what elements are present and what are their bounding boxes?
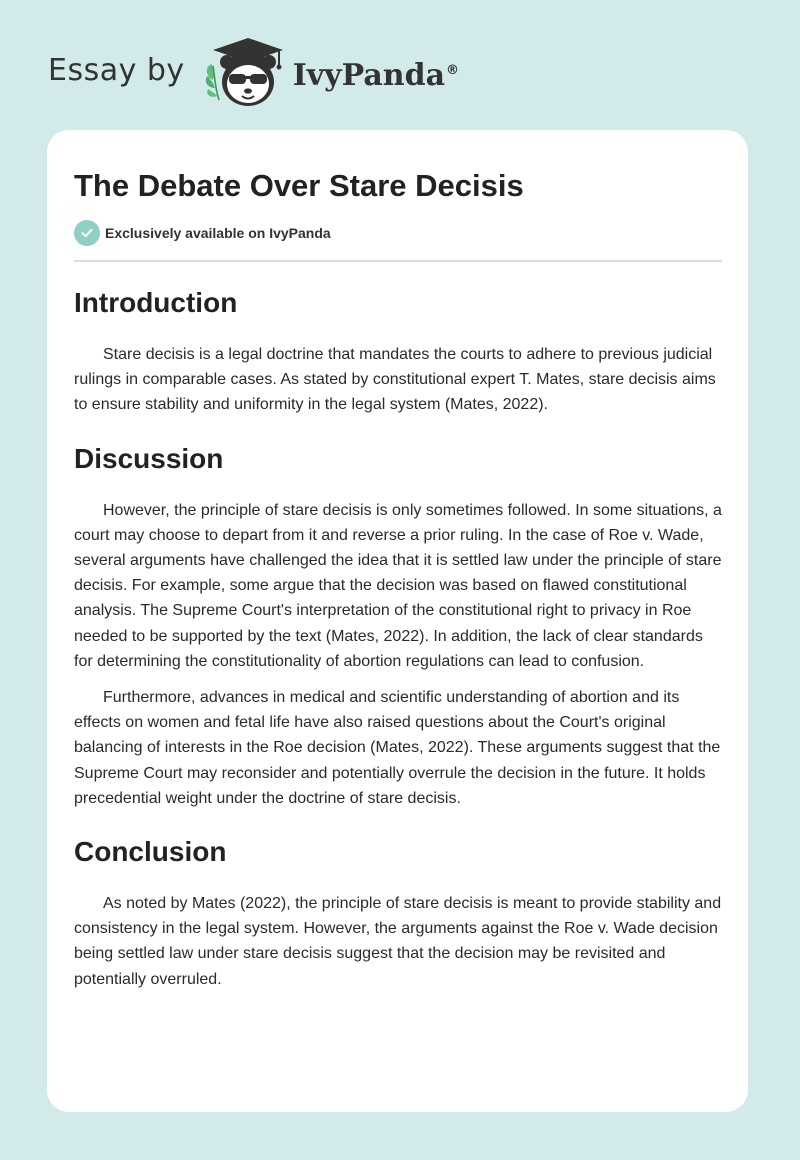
brand-prefix: Essay by: [48, 52, 185, 88]
paragraph: However, the principle of stare decisis is only sometimes followed. In some situations, a court may choose to depart from it and reverse a prior ruling. In the case of Roe v. Wade, several arguments have challenged the idea that it is settled law under the principle of stare decisis. For example, some argue that the decision was based on flawed constitutional analysis. The Supreme Court's interpretation of the constitutional right to privacy in Roe needed to be supported by the text (Mates, 2022). In addition, the lack of clear standards for determining the constitutionality of abortion regulations can lead to confusion.: [74, 501, 722, 670]
paragraph: Furthermore, advances in medical and scientific understanding of abortion and its effects on women and fetal life have also raised questions about the Court's original balancing of interests in the Roe decision (Mates, 2022). These arguments suggest that the Supreme Court may reconsider and potentially overrule the decision in the future. It holds precedential weight under the doctrine of stare decisis.: [74, 689, 721, 807]
paragraph: As noted by Mates (2022), the principle of stare decisis is meant to provide stability and consistency in the legal system. However, the arguments against the Roe v. Wade decision being settled law under stare decisis suggest that the decision may be revisited and potentially overruled.: [74, 895, 722, 988]
registered-mark: ®: [446, 62, 460, 78]
panda-logo-icon: [199, 36, 291, 110]
exclusive-badge: [74, 220, 722, 246]
section-discussion: [74, 442, 722, 811]
section-introduction: [74, 286, 722, 418]
essay-card: [47, 130, 748, 1112]
check-icon: [74, 220, 100, 246]
page-title: The Debate Over Stare Decisis: [74, 168, 524, 203]
brand-name: IvyPanda®: [292, 57, 460, 93]
section-conclusion: [74, 835, 722, 992]
brand-header: [48, 36, 459, 110]
section-heading: Introduction: [74, 287, 238, 318]
section-heading: Conclusion: [74, 836, 227, 868]
title-divider: [74, 260, 722, 262]
paragraph: Stare decisis is a legal doctrine that mandates the courts to adhere to previous judicial rulings in comparable cases. As stated by constitutional expert T. Mates, stare decisis aims to ensure stability and uniformity in the legal system (Mates, 2022).: [74, 346, 716, 414]
section-heading: Discussion: [74, 442, 224, 474]
exclusive-label: Exclusively available on IvyPanda: [105, 225, 331, 241]
